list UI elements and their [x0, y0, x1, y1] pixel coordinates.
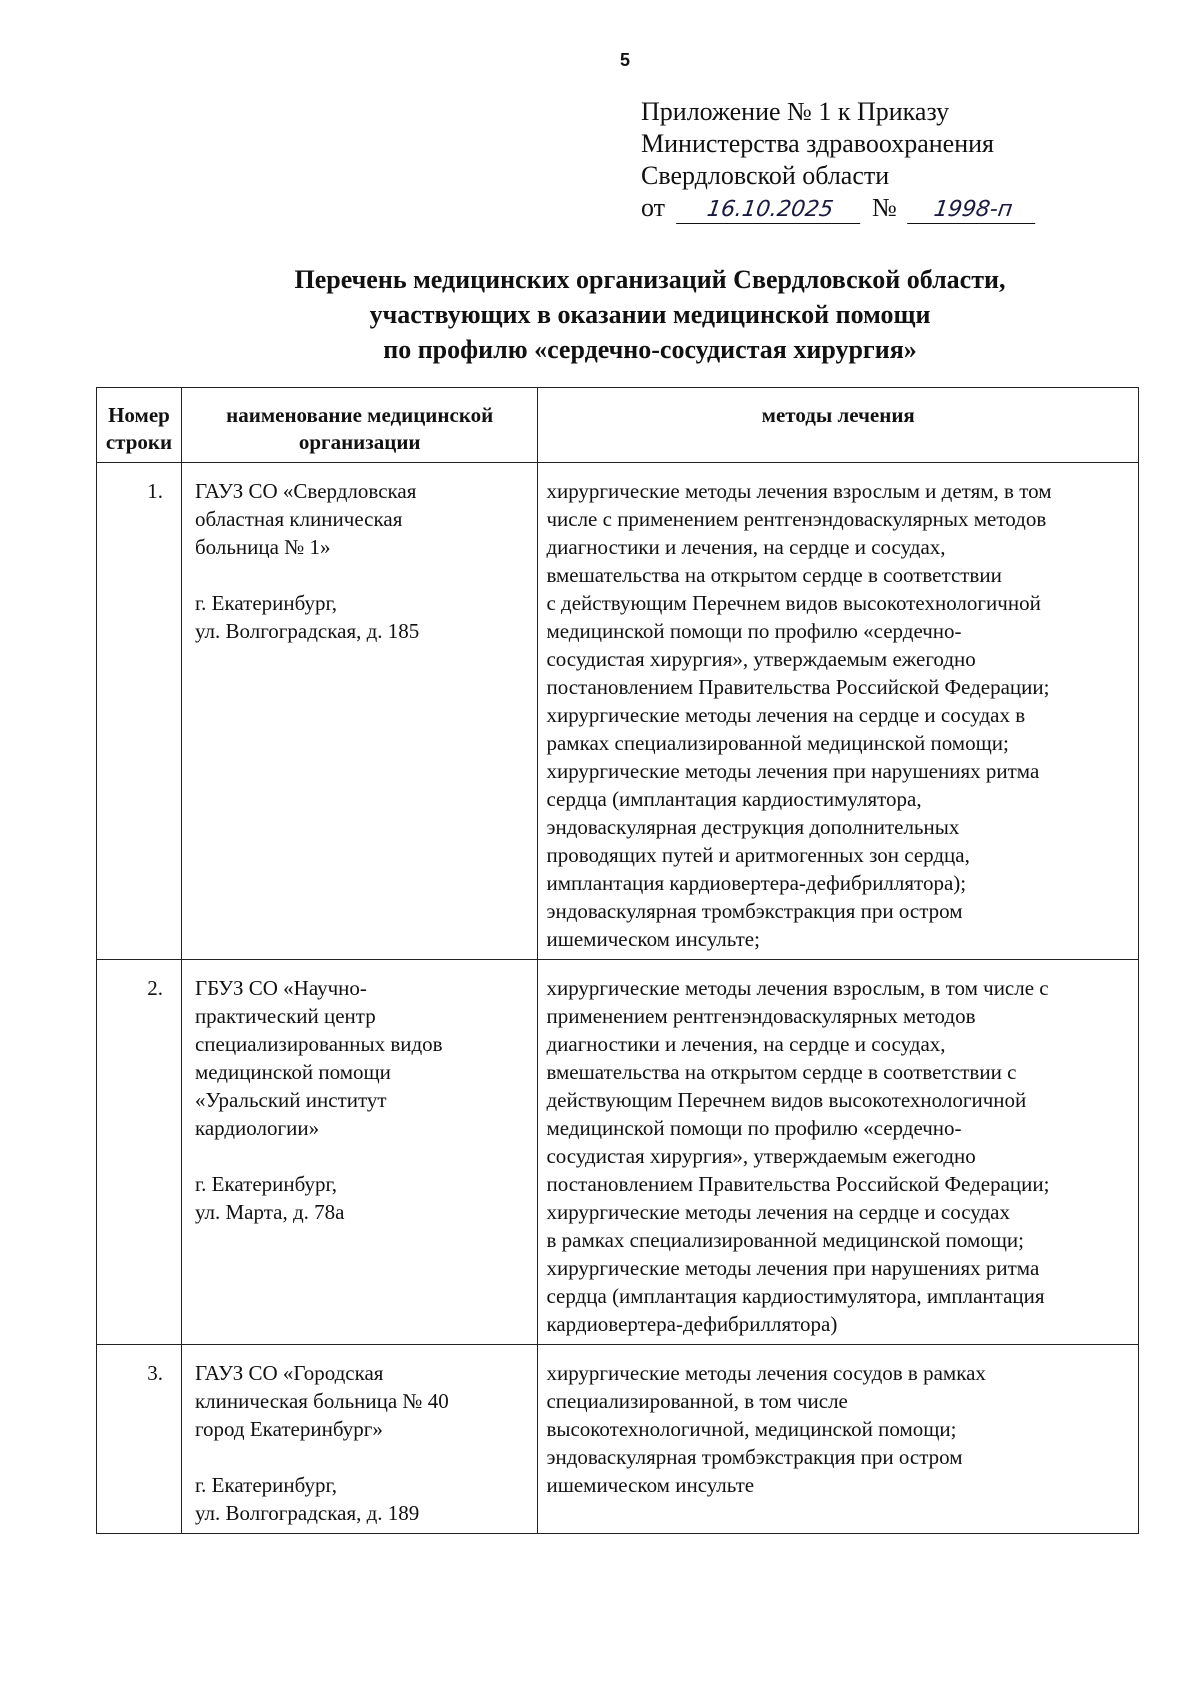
header-organization: наименование медицинской организации	[181, 388, 538, 463]
methods-line: ишемическом инсульте;	[546, 927, 760, 951]
row-number: 1.	[97, 463, 182, 960]
organization-name-line: ГБУЗ СО «Научно-	[194, 976, 367, 1000]
row-number: 2.	[97, 960, 182, 1345]
number-sign: №	[872, 193, 897, 222]
methods-line: числе с применением рентгенэндоваскулярных методов	[546, 507, 1047, 531]
methods-cell	[538, 960, 1139, 1345]
address-line: ул. Волгоградская, д. 185	[194, 619, 420, 643]
appendix-header	[641, 96, 1037, 224]
title-line: по профилю «сердечно-сосудистая хирургия»	[383, 335, 917, 364]
organization-name	[195, 1359, 530, 1443]
methods-line: эндоваскулярная деструкция дополнительных	[546, 815, 960, 839]
methods-cell	[538, 463, 1139, 960]
address-line: г. Екатеринбург,	[194, 1473, 338, 1497]
methods-line: эндоваскулярная тромбэкстракция при остром	[546, 1445, 963, 1469]
organization-name	[195, 477, 530, 561]
organization-address	[195, 1170, 530, 1226]
appendix-line: Приложение № 1 к Приказу	[641, 97, 950, 126]
appendix-line: Министерства здравоохранения	[641, 129, 994, 158]
table-row	[97, 960, 1139, 1345]
address-line: ул. Марта, д. 78а	[194, 1200, 345, 1224]
methods-line: хирургические методы лечения на сердце и сосудах	[546, 1200, 1010, 1224]
row-number: 3.	[97, 1345, 182, 1534]
organization-name-line: специализированных видов	[194, 1032, 443, 1056]
methods-line: ишемическом инсульте	[546, 1473, 755, 1497]
handwritten-order-number: 1998-п	[907, 197, 1039, 224]
document-title	[0, 262, 1200, 367]
methods-line: хирургические методы лечения взрослым и детям, в том	[546, 479, 1052, 503]
address-line: г. Екатеринбург,	[194, 1172, 338, 1196]
methods-line: сосудистая хирургия», утверждаемым ежегодно	[546, 647, 976, 671]
table-header-row	[97, 388, 1139, 463]
organization-cell	[181, 960, 538, 1345]
handwritten-date: 16.10.2025	[676, 197, 864, 224]
methods-line: сердца (имплантация кардиостимулятора, имплантация	[546, 1284, 1045, 1308]
methods-line: специализированной, в том числе	[546, 1389, 848, 1413]
header-methods: методы лечения	[538, 388, 1139, 463]
organization-name-line: клиническая больница № 40	[194, 1389, 449, 1413]
methods-line: сосудистая хирургия», утверждаемым ежегодно	[546, 1144, 976, 1168]
appendix-line: Свердловской области	[641, 161, 890, 190]
methods-line: постановлением Правительства Российской Федерации;	[546, 675, 1050, 699]
methods-line: имплантация кардиовертера-дефибриллятора);	[546, 871, 967, 895]
organization-name-line: ГАУЗ СО «Свердловская	[194, 479, 417, 503]
methods-line: действующим Перечнем видов высокотехнологичной	[546, 1088, 1027, 1112]
methods-line: эндоваскулярная тромбэкстракция при остром	[546, 899, 963, 923]
address-line: ул. Волгоградская, д. 189	[194, 1501, 420, 1525]
title-line: участвующих в оказании медицинской помощи	[369, 300, 931, 329]
methods-line: хирургические методы лечения взрослым, в том числе с	[546, 976, 1049, 1000]
organization-name-line: медицинской помощи	[194, 1060, 391, 1084]
methods-line: диагностики и лечения, на сердце и сосудах,	[546, 1032, 946, 1056]
order-date-line	[641, 192, 1037, 224]
methods-line: медицинской помощи по профилю «сердечно-	[546, 619, 962, 643]
table-row	[97, 463, 1139, 960]
methods-line: хирургические методы лечения при нарушениях ритма	[546, 1256, 1040, 1280]
methods-line: хирургические методы лечения сосудов в рамках	[546, 1361, 986, 1385]
methods-line: вмешательства на открытом сердце в соответствии	[546, 563, 1002, 587]
organizations-table	[96, 387, 1139, 1534]
organization-name-line: ГАУЗ СО «Городская	[194, 1361, 384, 1385]
methods-line: рамках специализированной медицинской помощи;	[546, 731, 1009, 755]
methods-line: кардиовертера-дефибриллятора)	[546, 1312, 838, 1336]
page-number: 5	[619, 50, 630, 70]
table-row	[97, 1345, 1139, 1534]
organization-name-line: практический центр	[194, 1004, 376, 1028]
header-number: Номер строки	[97, 388, 182, 463]
methods-line: вмешательства на открытом сердце в соответствии с	[546, 1060, 1017, 1084]
organization-name-line: кардиологии»	[194, 1116, 320, 1140]
organization-address	[195, 589, 530, 645]
organization-name	[195, 974, 530, 1142]
methods-line: медицинской помощи по профилю «сердечно-	[546, 1116, 962, 1140]
methods-line: в рамках специализированной медицинской помощи;	[546, 1228, 1025, 1252]
title-line: Перечень медицинских организаций Свердловской области,	[294, 265, 1006, 294]
organization-name-line: «Уральский институт	[194, 1088, 387, 1112]
methods-line: применением рентгенэндоваскулярных методов	[546, 1004, 976, 1028]
methods-line: хирургические методы лечения на сердце и сосудах в	[546, 703, 1026, 727]
methods-line: проводящих путей и аритмогенных зон сердца,	[546, 843, 970, 867]
organization-cell	[181, 1345, 538, 1534]
address-line: г. Екатеринбург,	[194, 591, 338, 615]
methods-line: диагностики и лечения, на сердце и сосудах,	[546, 535, 946, 559]
organization-name-line: больница № 1»	[194, 535, 331, 559]
methods-line: высокотехнологичной, медицинской помощи;	[546, 1417, 957, 1441]
methods-line: сердца (имплантация кардиостимулятора,	[546, 787, 922, 811]
date-prefix: от	[641, 193, 666, 222]
organization-cell	[181, 463, 538, 960]
methods-line: хирургические методы лечения при нарушениях ритма	[546, 759, 1040, 783]
organization-name-line: областная клиническая	[194, 507, 403, 531]
methods-line: постановлением Правительства Российской Федерации;	[546, 1172, 1050, 1196]
methods-cell	[538, 1345, 1139, 1534]
methods-line: с действующим Перечнем видов высокотехнологичной	[546, 591, 1041, 615]
organization-name-line: город Екатеринбург»	[194, 1417, 383, 1441]
organization-address	[195, 1471, 530, 1527]
